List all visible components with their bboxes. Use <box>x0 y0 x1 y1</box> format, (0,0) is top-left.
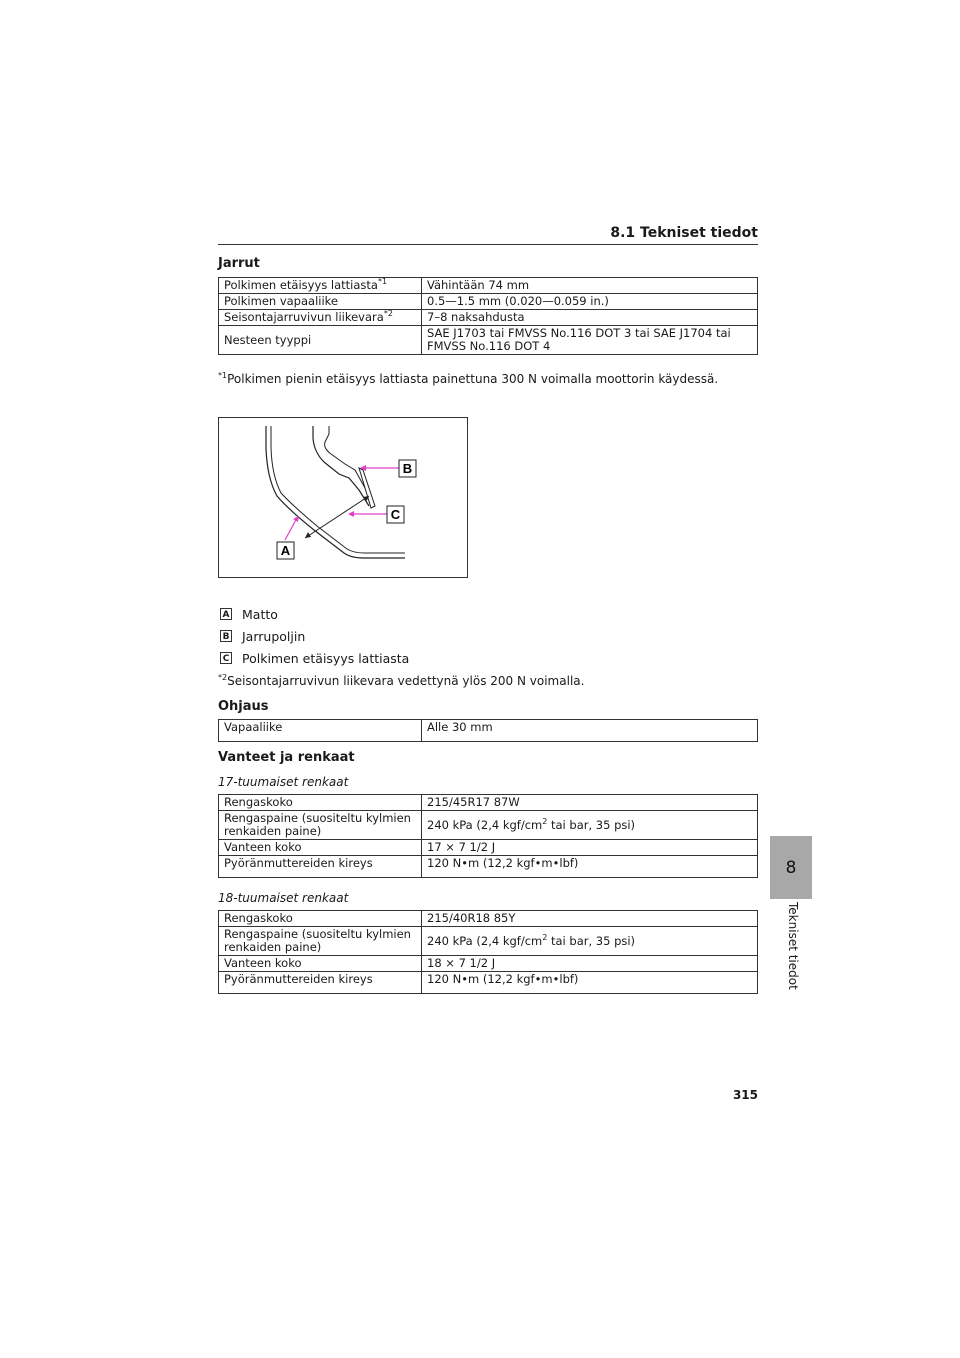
footnote-2: $^{*2}$Seisontajarruvivun liikevara vedettynä ylös 200 N voimalla. <box>218 673 585 688</box>
brakes-title: Jarrut <box>218 256 260 271</box>
footnote-ref: *1 <box>377 277 388 287</box>
legend-item <box>220 650 409 666</box>
row-value: 120 N•m (12,2 kgf•m•lbf) <box>422 856 758 878</box>
wheels-17-table <box>218 794 758 878</box>
table-row <box>219 310 758 326</box>
table-row <box>219 972 758 994</box>
table-row <box>219 927 758 956</box>
table-row <box>219 840 758 856</box>
legend-text: Jarrupoljin <box>242 628 306 644</box>
table-row <box>219 294 758 310</box>
row-value: 18 × 7 1/2 J <box>422 956 758 972</box>
figure-label-c: C <box>390 507 401 522</box>
wheels-18-subtitle: 18-tuumaiset renkaat <box>218 891 349 905</box>
table-row <box>219 278 758 294</box>
legend-letter: C <box>220 652 232 664</box>
row-value: SAE J1703 tai FMVSS No.116 DOT 3 tai SAE J1704 tai FMVSS No.116 DOT 4 <box>422 326 758 355</box>
row-key: Rengaskoko <box>219 795 422 811</box>
row-key: Pyöränmuttereiden kireys <box>219 856 422 878</box>
row-key: Polkimen etäisyys lattiasta <box>224 278 378 292</box>
brake-pedal-figure <box>218 417 468 578</box>
chapter-number: 8 <box>785 857 797 878</box>
wheels-title: Vanteet ja renkaat <box>218 750 355 765</box>
legend-text: Matto <box>242 606 278 622</box>
legend-item <box>220 628 305 644</box>
row-key: Vanteen koko <box>219 956 422 972</box>
row-key: Polkimen vapaaliike <box>219 294 422 310</box>
wheels-17-subtitle: 17-tuumaiset renkaat <box>218 775 349 789</box>
table-row <box>219 795 758 811</box>
figure-label-a: A <box>280 543 291 558</box>
row-value: Alle 30 mm <box>422 720 758 742</box>
pedal-diagram <box>219 418 467 577</box>
row-value: 0.5—1.5 mm (0.020—0.059 in.) <box>422 294 758 310</box>
table-row <box>219 856 758 878</box>
row-key: Rengaspaine (suositeltu kylmien renkaiden paine) <box>219 927 422 956</box>
chapter-label: Tekniset tiedot <box>786 902 800 990</box>
steering-title: Ohjaus <box>218 699 269 714</box>
row-value: 215/45R17 87W <box>422 795 758 811</box>
row-key: Seisontajarruvivun liikevara <box>224 310 384 324</box>
section-header: 8.1 Tekniset tiedot <box>218 224 758 245</box>
legend-letter: B <box>220 630 232 642</box>
table-row <box>219 720 758 742</box>
row-value: 215/40R18 85Y <box>422 911 758 927</box>
row-key: Pyöränmuttereiden kireys <box>219 972 422 994</box>
table-row <box>219 911 758 927</box>
brakes-table <box>218 277 758 355</box>
row-key: Rengaspaine (suositeltu kylmien renkaiden paine) <box>219 811 422 840</box>
page-number: 315 <box>732 1088 758 1102</box>
table-row <box>219 956 758 972</box>
legend-text: Polkimen etäisyys lattiasta <box>242 650 410 666</box>
row-value: 7–8 naksahdusta <box>422 310 758 326</box>
row-key: Vanteen koko <box>219 840 422 856</box>
table-row <box>219 811 758 840</box>
row-value: 120 N•m (12,2 kgf•m•lbf) <box>422 972 758 994</box>
row-value: 240 kPa (2,4 kgf/$cm^2$ tai bar, 35 psi) <box>422 811 758 840</box>
footnote-1: $^{*1}$Polkimen pienin etäisyys lattiasta painettuna 300 N voimalla moottorin käydessä. <box>218 371 719 386</box>
row-value: 240 kPa (2,4 kgf/$cm^2$ tai bar, 35 psi) <box>422 927 758 956</box>
wheels-18-table <box>218 910 758 994</box>
row-key: Rengaskoko <box>219 911 422 927</box>
figure-label-b: B <box>402 461 413 476</box>
legend-letter: A <box>220 608 232 620</box>
chapter-tab[interactable] <box>770 836 812 899</box>
row-key: Vapaaliike <box>219 720 422 742</box>
row-value: Vähintään 74 mm <box>422 278 758 294</box>
steering-table <box>218 719 758 742</box>
footnote-ref: *2 <box>383 309 393 319</box>
legend-item <box>220 606 278 622</box>
row-value: 17 × 7 1/2 J <box>422 840 758 856</box>
table-row <box>219 326 758 355</box>
row-key: Nesteen tyyppi <box>219 326 422 355</box>
